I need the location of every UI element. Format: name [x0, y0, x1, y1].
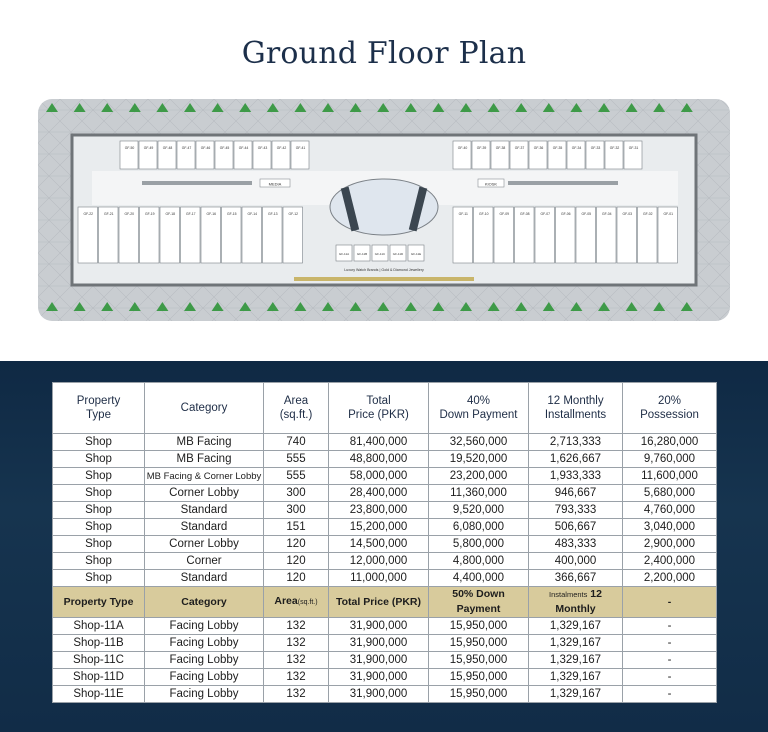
unit-gf-34: [567, 141, 585, 169]
svg-text:GF-46: GF-46: [200, 146, 211, 150]
center-kiosks: [336, 245, 424, 261]
svg-text:GF-31: GF-31: [628, 146, 639, 150]
svg-text:GF-11: GF-11: [458, 212, 468, 216]
unit-gf-32: [605, 141, 623, 169]
svg-text:GF-18: GF-18: [165, 212, 176, 216]
svg-text:GF-39: GF-39: [476, 146, 487, 150]
svg-text:GF-47: GF-47: [181, 146, 192, 150]
table-row: Shop-11D Facing Lobby 132 31,900,000 15,950,000 1,329,167 -: [53, 669, 717, 686]
unit-gf-11: [453, 207, 473, 263]
svg-text:GF-06: GF-06: [560, 212, 571, 216]
header-property-type: Property Type: [53, 383, 145, 434]
kiosk-gf-11e: [408, 245, 424, 261]
unit-gf-01: [658, 207, 678, 263]
header-total-price: Total Price (PKR): [329, 383, 429, 434]
unit-gf-44: [234, 141, 252, 169]
kiosk-gf-11c: [372, 245, 388, 261]
svg-text:GF-50: GF-50: [124, 146, 135, 150]
svg-text:GF-49: GF-49: [143, 146, 154, 150]
unit-gf-20: [119, 207, 139, 263]
unit-gf-41: [291, 141, 309, 169]
svg-text:GF-32: GF-32: [609, 146, 620, 150]
svg-text:GF-37: GF-37: [514, 146, 525, 150]
table-row: Shop Corner Lobby 300 28,400,000 11,360,000 946,667 5,680,000: [53, 485, 717, 502]
unit-gf-07: [535, 207, 555, 263]
unit-gf-38: [491, 141, 509, 169]
unit-gf-36: [529, 141, 547, 169]
table-row: Shop-11C Facing Lobby 132 31,900,000 15,950,000 1,329,167 -: [53, 652, 717, 669]
table-header-row: [53, 383, 717, 434]
table-subheader-row: Property Type Category Area(sq.ft.) Total Price (PKR) 50% Down Payment Instalments 12 Monthly -: [53, 587, 717, 618]
corridor-line-right: [508, 181, 618, 185]
unit-gf-19: [140, 207, 160, 263]
unit-gf-46: [196, 141, 214, 169]
svg-text:GF-11B: GF-11B: [356, 252, 368, 256]
svg-text:GF-11E: GF-11E: [410, 252, 422, 256]
pricing-table: [52, 382, 717, 703]
svg-text:GF-48: GF-48: [162, 146, 173, 150]
unit-gf-02: [638, 207, 658, 263]
media-label: MEDIA: [268, 181, 282, 187]
unit-gf-14: [242, 207, 262, 263]
plan-note: Luxury Watch Brands | Gold & Diamond Jewellery: [344, 268, 424, 272]
unit-gf-03: [617, 207, 637, 263]
svg-text:GF-12: GF-12: [288, 212, 299, 216]
svg-text:GF-34: GF-34: [571, 146, 582, 150]
unit-gf-50: [120, 141, 138, 169]
svg-text:GF-02: GF-02: [642, 212, 653, 216]
svg-text:GF-21: GF-21: [103, 212, 114, 216]
unit-gf-17: [181, 207, 201, 263]
unit-gf-15: [222, 207, 242, 263]
svg-text:GF-19: GF-19: [144, 212, 155, 216]
unit-gf-22: [78, 207, 98, 263]
svg-text:GF-11A: GF-11A: [338, 252, 350, 256]
page-title: Ground Floor Plan: [241, 36, 527, 71]
svg-text:GF-22: GF-22: [83, 212, 94, 216]
unit-gf-05: [576, 207, 596, 263]
table-row: Shop-11B Facing Lobby 132 31,900,000 15,950,000 1,329,167 -: [53, 635, 717, 652]
svg-text:GF-09: GF-09: [499, 212, 510, 216]
header-monthly: 12 Monthly Installments: [529, 383, 623, 434]
unit-gf-10: [474, 207, 494, 263]
svg-text:GF-11C: GF-11C: [374, 252, 386, 256]
header-category: Category: [145, 383, 264, 434]
table-row: Shop Corner 120 12,000,000 4,800,000 400,000 2,400,000: [53, 553, 717, 570]
kiosk-gf-11d: [390, 245, 406, 261]
table-row: Shop Standard 151 15,200,000 6,080,000 506,667 3,040,000: [53, 519, 717, 536]
unit-gf-13: [263, 207, 283, 263]
unit-gf-43: [253, 141, 271, 169]
svg-text:GF-33: GF-33: [590, 146, 601, 150]
unit-gf-47: [177, 141, 195, 169]
svg-text:GF-13: GF-13: [267, 212, 278, 216]
svg-text:GF-20: GF-20: [124, 212, 135, 216]
svg-text:GF-10: GF-10: [478, 212, 489, 216]
unit-gf-37: [510, 141, 528, 169]
unit-gf-40: [453, 141, 471, 169]
svg-text:GF-15: GF-15: [226, 212, 237, 216]
svg-text:GF-08: GF-08: [519, 212, 530, 216]
table-row: Shop MB Facing & Corner Lobby 555 58,000,000 23,200,000 1,933,333 11,600,000: [53, 468, 717, 485]
svg-text:GF-07: GF-07: [540, 212, 551, 216]
floor-plan: [38, 99, 730, 321]
unit-gf-04: [597, 207, 617, 263]
svg-text:GF-16: GF-16: [206, 212, 217, 216]
table-row: Shop Corner Lobby 120 14,500,000 5,800,000 483,333 2,900,000: [53, 536, 717, 553]
svg-text:GF-03: GF-03: [622, 212, 633, 216]
unit-gf-48: [158, 141, 176, 169]
svg-text:GF-14: GF-14: [247, 212, 258, 216]
unit-gf-21: [99, 207, 119, 263]
svg-text:GF-17: GF-17: [185, 212, 196, 216]
table-row: Shop MB Facing 740 81,400,000 32,560,000 2,713,333 16,280,000: [53, 434, 717, 451]
svg-text:GF-35: GF-35: [552, 146, 563, 150]
unit-gf-08: [515, 207, 535, 263]
unit-gf-45: [215, 141, 233, 169]
unit-gf-12: [283, 207, 303, 263]
unit-gf-49: [139, 141, 157, 169]
svg-text:GF-04: GF-04: [601, 212, 612, 216]
svg-text:GF-01: GF-01: [663, 212, 674, 216]
svg-text:GF-43: GF-43: [257, 146, 268, 150]
svg-text:GF-42: GF-42: [276, 146, 287, 150]
entrance-bar: [294, 277, 474, 281]
svg-text:GF-05: GF-05: [581, 212, 592, 216]
table-row: Shop Standard 120 11,000,000 4,400,000 366,667 2,200,000: [53, 570, 717, 587]
unit-gf-09: [494, 207, 514, 263]
kiosk-gf-11a: [336, 245, 352, 261]
header-possession: 20% Possession: [623, 383, 717, 434]
kiosk-label: KIOSK: [484, 181, 498, 187]
unit-gf-06: [556, 207, 576, 263]
svg-text:GF-38: GF-38: [495, 146, 506, 150]
svg-text:GF-40: GF-40: [457, 146, 468, 150]
svg-text:GF-44: GF-44: [238, 146, 249, 150]
table-row: Shop-11E Facing Lobby 132 31,900,000 15,950,000 1,329,167 -: [53, 686, 717, 703]
unit-gf-39: [472, 141, 490, 169]
table-row: Shop MB Facing 555 48,800,000 19,520,000 1,626,667 9,760,000: [53, 451, 717, 468]
header-area: Area (sq.ft.): [264, 383, 329, 434]
unit-gf-31: [624, 141, 642, 169]
header-down-payment: 40% Down Payment: [429, 383, 529, 434]
table-row: Shop Standard 300 23,800,000 9,520,000 793,333 4,760,000: [53, 502, 717, 519]
kiosk-gf-11b: [354, 245, 370, 261]
unit-gf-33: [586, 141, 604, 169]
svg-text:GF-41: GF-41: [295, 146, 306, 150]
unit-gf-42: [272, 141, 290, 169]
svg-text:GF-11D: GF-11D: [392, 252, 404, 256]
unit-gf-18: [160, 207, 180, 263]
svg-text:GF-45: GF-45: [219, 146, 230, 150]
corridor-line-left: [142, 181, 252, 185]
unit-gf-35: [548, 141, 566, 169]
table-row: Shop-11A Facing Lobby 132 31,900,000 15,950,000 1,329,167 -: [53, 618, 717, 635]
unit-gf-16: [201, 207, 221, 263]
svg-text:GF-36: GF-36: [533, 146, 544, 150]
